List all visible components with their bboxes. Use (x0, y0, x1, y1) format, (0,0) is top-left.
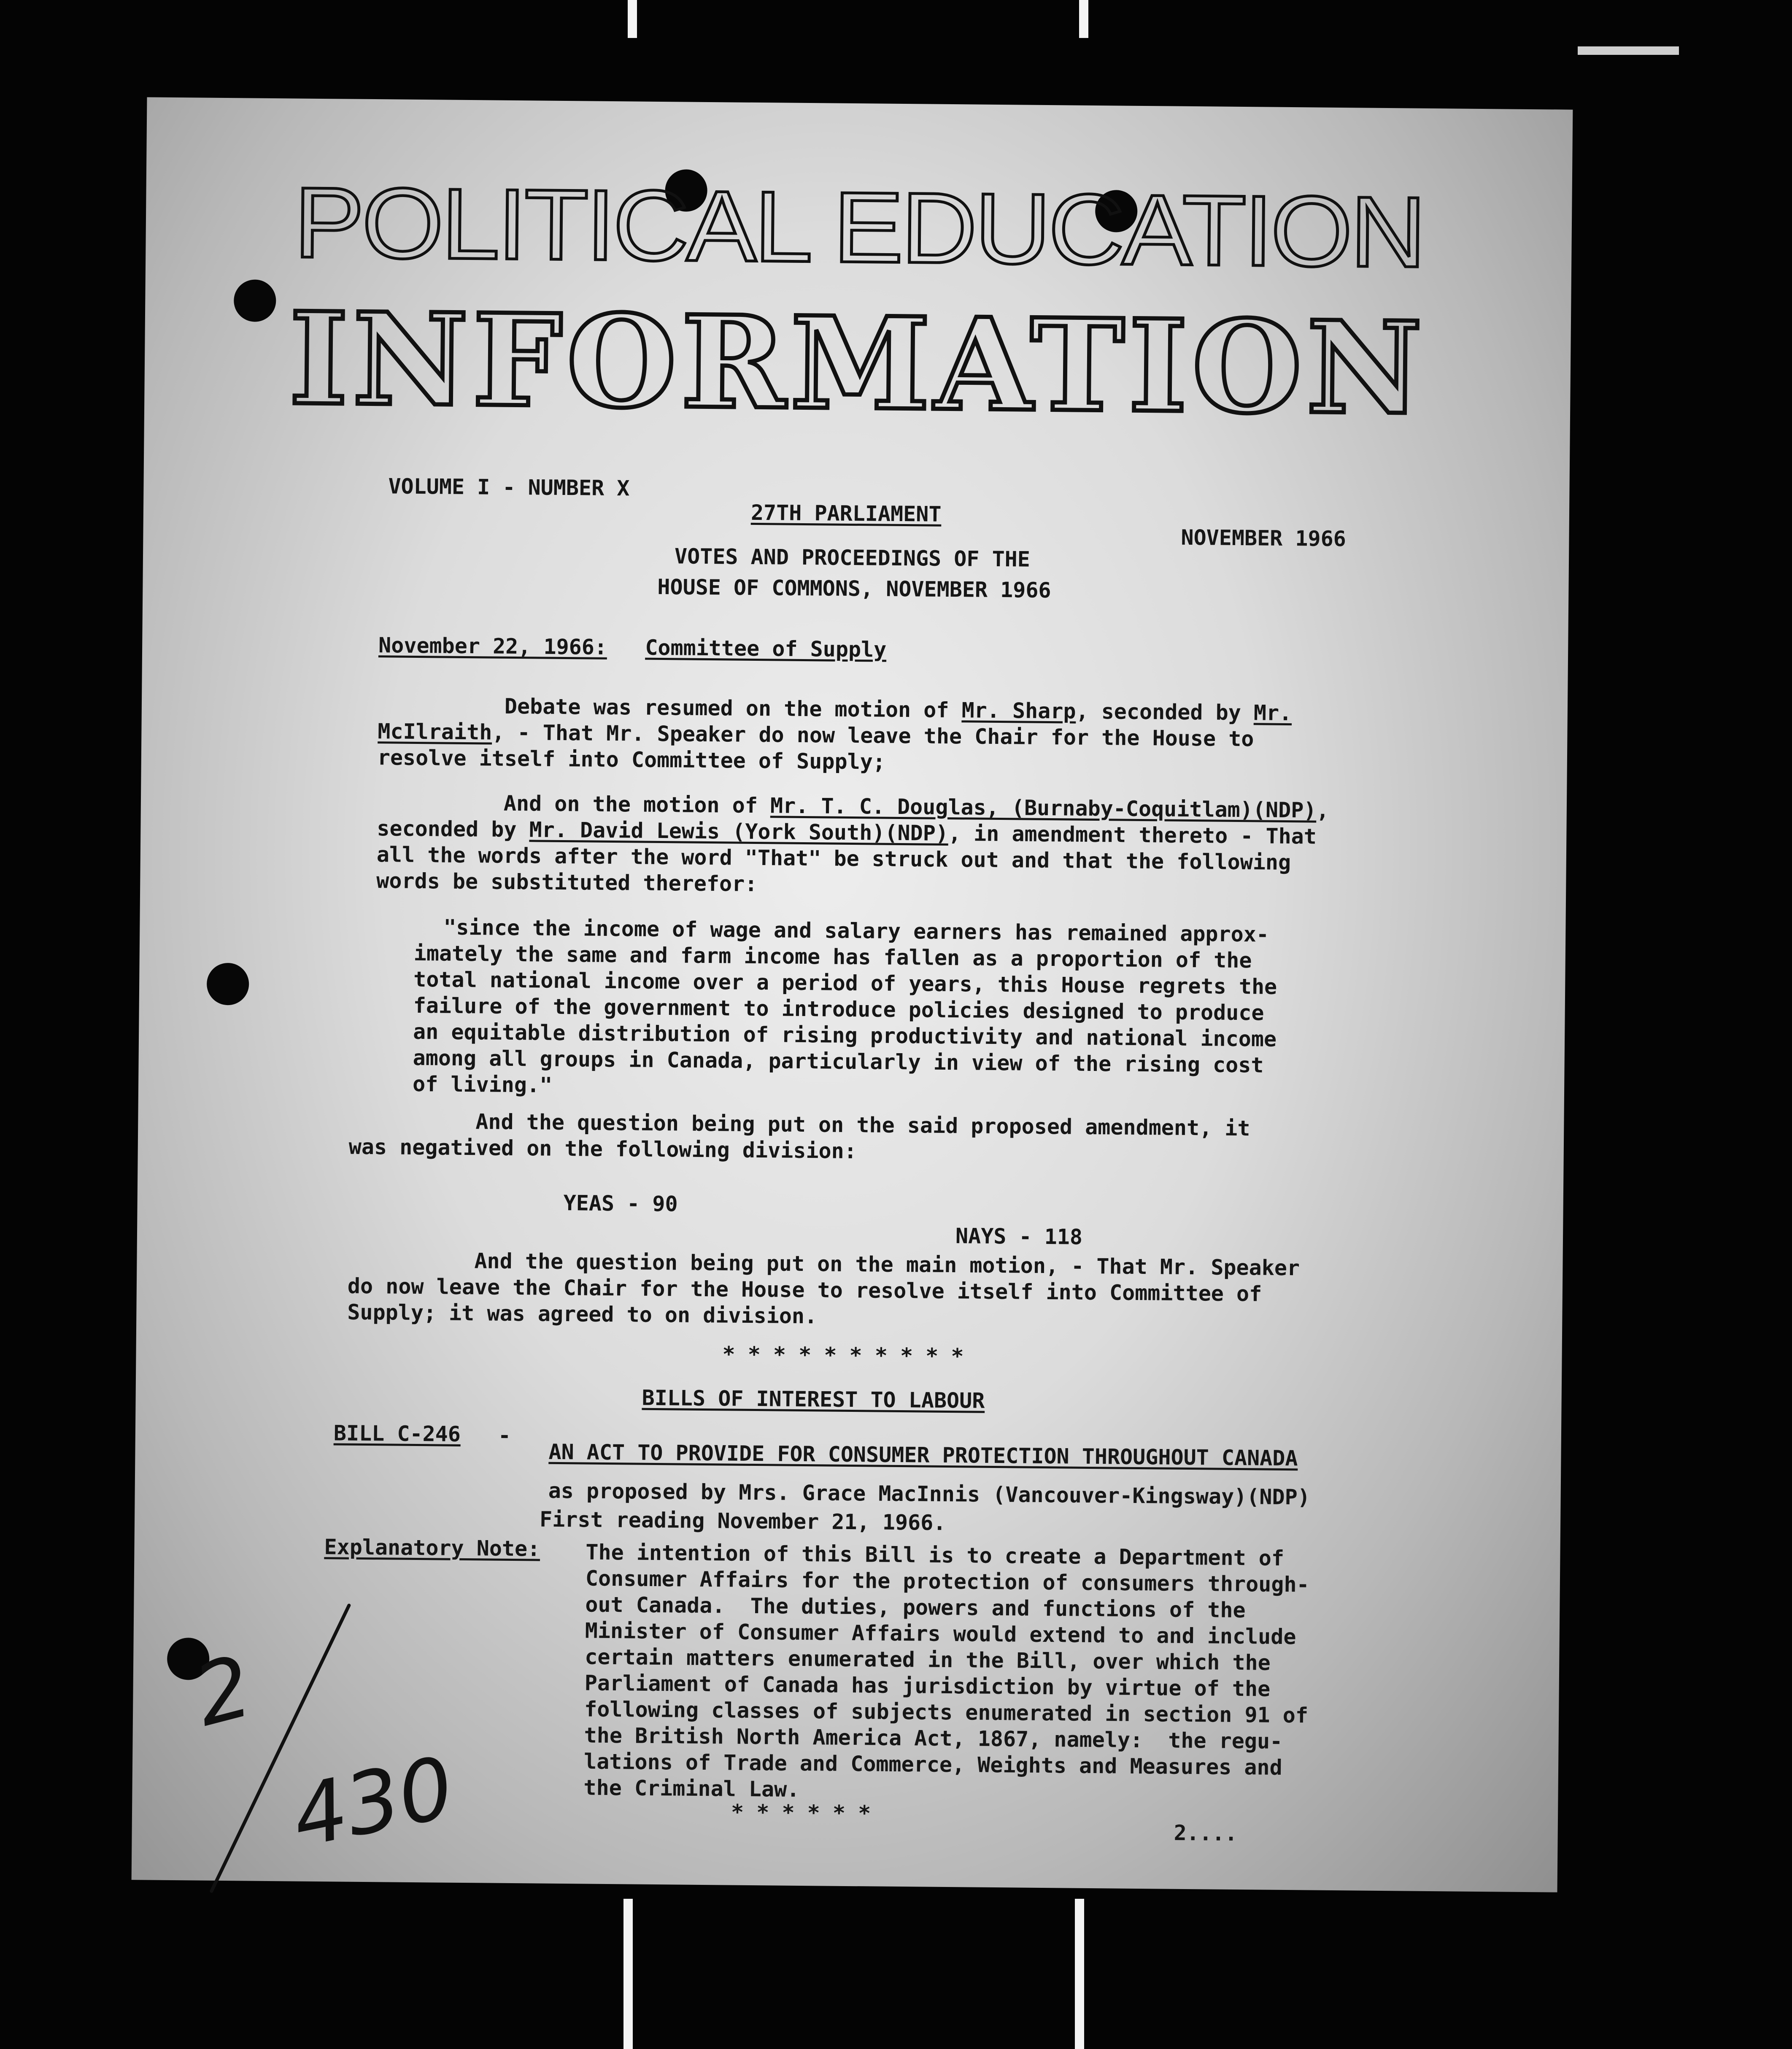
note-line: out Canada. The duties, powers and functions of the (585, 1592, 1246, 1623)
film-corner-mark (1578, 46, 1679, 55)
heading-spacer (620, 635, 633, 660)
quote-line: total national income over a period of years, this House regrets the (413, 967, 1277, 999)
text: , in amendment thereto - That (948, 821, 1317, 849)
text-line: And the question being put on the main motion, - That Mr. Speaker (474, 1249, 1300, 1281)
quote-line: "since the income of wage and salary earners has remained approx- (443, 915, 1269, 947)
text-line: was negatived on the following division: (348, 1134, 857, 1164)
section-title: Committee of Supply (645, 635, 887, 662)
yeas-count: YEAS - 90 (563, 1191, 678, 1216)
member-name: Mr. (1253, 700, 1292, 726)
masthead-line-1: POLITICAL EDUCATION (293, 166, 1425, 288)
note-line: following classes of subjects enumerated in section 91 of (584, 1697, 1309, 1728)
explanatory-note (583, 1539, 1309, 1807)
section-date: November 22, 1966: (378, 633, 607, 660)
bill-title: AN ACT TO PROVIDE FOR CONSUMER PROTECTION THROUGHOUT CANADA (548, 1439, 1298, 1471)
film-line-bottom-left (623, 1899, 633, 2049)
quote-line: of living." (412, 1071, 553, 1097)
masthead-line-2: INFORMATION (288, 284, 1427, 443)
paragraph-motion (378, 692, 1292, 779)
page-continuation-marker: 2.... (1174, 1820, 1238, 1846)
document-page (132, 97, 1573, 1892)
paragraph-division (349, 1108, 1250, 1168)
note-line: Consumer Affairs for the protection of consumers through- (585, 1566, 1309, 1597)
text: , (1316, 798, 1329, 823)
quote-line: among all groups in Canada, particularly in view of the rising cost (413, 1045, 1264, 1078)
text: Debate was resumed on the motion of (504, 694, 962, 723)
member-name: McIlraith (378, 719, 492, 745)
bill-sponsor: as proposed by Mrs. Grace MacInnis (Vancouver-Kingsway)(NDP) (548, 1478, 1311, 1510)
section-separator: * * * * * * * * * * (722, 1342, 964, 1369)
text-line: do now leave the Chair for the House to resolve itself into Committee of (347, 1273, 1262, 1306)
bills-heading: BILLS OF INTEREST TO LABOUR (642, 1385, 985, 1413)
quote-line: failure of the government to introduce policies designed to produce (413, 993, 1264, 1025)
parliament-label: 27TH PARLIAMENT (750, 500, 942, 527)
film-line-bottom-right (1075, 1899, 1084, 2049)
text: resolve itself into Committee of Supply; (377, 745, 886, 774)
nays-count: NAYS - 118 (955, 1224, 1083, 1249)
section-heading (378, 632, 887, 663)
text: seconded by (377, 816, 529, 842)
handwritten-number: 430 (284, 1738, 462, 1867)
text: And on the motion of (503, 791, 771, 818)
text-line: Supply; it was agreed to on division. (347, 1300, 818, 1329)
quote-line: imately the same and farm income has fallen as a proportion of the (413, 941, 1252, 973)
member-name: Mr. David Lewis (York South)(NDP) (529, 817, 949, 846)
paragraph-main-motion (347, 1247, 1300, 1334)
film-line-top-left (628, 0, 637, 38)
paragraph-amendment (376, 789, 1329, 902)
note-line: the British North America Act, 1867, namely: the regu- (584, 1723, 1283, 1754)
film-line-top-right (1079, 0, 1088, 38)
note-line: certain matters enumerated in the Bill, over which the (585, 1644, 1271, 1675)
subtitle-line-1: VOTES AND PROCEEDINGS OF THE (674, 544, 1031, 572)
explanatory-note-label: Explanatory Note: (324, 1535, 540, 1561)
bill-first-reading: First reading November 21, 1966. (539, 1507, 946, 1535)
text-line: And the question being put on the said proposed amendment, it (475, 1109, 1250, 1141)
note-line: The intention of this Bill is to create a Department of (586, 1540, 1285, 1571)
note-line: lations of Trade and Commerce, Weights and Measures and (583, 1749, 1282, 1780)
bill-number: BILL C-246 (333, 1421, 461, 1446)
closing-separator: * * * * * * (731, 1800, 871, 1826)
text: , - That Mr. Speaker do now leave the Chair for the House to (492, 720, 1254, 751)
punch-hole (207, 963, 249, 1006)
handwritten-mark: 2 (185, 1637, 262, 1746)
amendment-quote (413, 914, 1278, 1105)
subtitle-line-2: HOUSE OF COMMONS, NOVEMBER 1966 (657, 574, 1051, 603)
bill-dash: - (498, 1423, 511, 1448)
note-line: Minister of Consumer Affairs would extend to and include (585, 1618, 1296, 1649)
volume-number: VOLUME I - NUMBER X (388, 474, 630, 501)
member-name: Mr. Sharp (961, 698, 1076, 724)
text: all the words after the word "That" be struck out and that the following (376, 842, 1291, 875)
note-line: the Criminal Law. (583, 1775, 800, 1802)
text: words be substituted therefor: (376, 868, 758, 897)
text: , seconded by (1076, 699, 1254, 725)
issue-date: NOVEMBER 1966 (1181, 525, 1347, 551)
note-line: Parliament of Canada has jurisdiction by virtue of the (584, 1671, 1271, 1701)
member-name: Mr. T. C. Douglas, (Burnaby-Coquitlam)(NDP) (770, 793, 1317, 823)
quote-line: an equitable distribution of rising productivity and national income (413, 1019, 1277, 1052)
